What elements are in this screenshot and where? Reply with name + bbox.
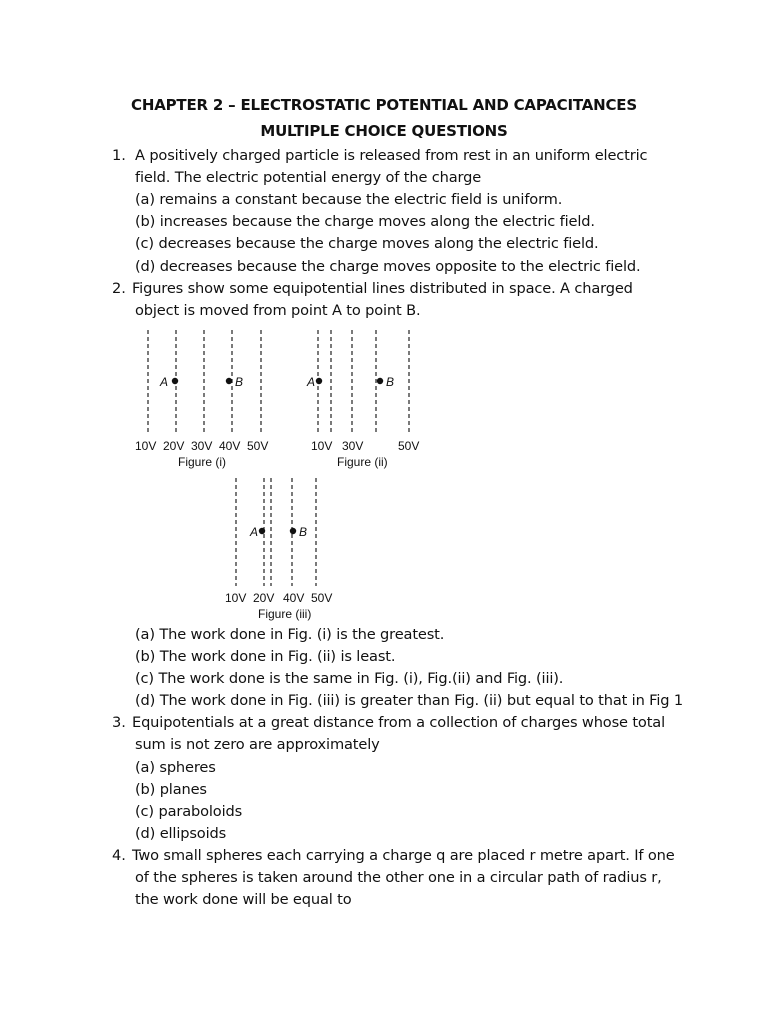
option: (c) paraboloids [135,803,243,820]
question-stem-line: of the spheres is taken around the other one in a circular path of radius r, [135,869,662,886]
chapter-title: CHAPTER 2 – ELECTROSTATIC POTENTIAL AND CAPACITANCES [131,96,637,114]
option: (d) The work done in Fig. (iii) is greater than Fig. (ii) but equal to that in Fig 1 [135,692,683,709]
question-stem-line: the work done will be equal to [135,891,352,908]
point-a-label: A [307,375,316,389]
point-b-dot [226,378,232,384]
point-b-label: B [299,525,308,539]
option: (d) ellipsoids [135,825,227,842]
question-number: 1. [112,147,126,164]
question-number: 2. [112,280,126,297]
voltage-label: 50V [398,439,420,453]
question-stem-line: sum is not zero are approximately [135,736,380,753]
point-b-dot [377,378,383,384]
figure-ii [306,330,419,469]
voltage-label: 30V [191,439,213,453]
voltage-label: 20V [253,591,275,605]
option: (b) planes [135,781,207,798]
figure-caption: Figure (iii) [258,607,312,621]
figure-caption: Figure (i) [178,455,227,469]
question-stem-line: Equipotentials at a great distance from a collection of charges whose total [132,714,665,731]
figure-i [135,330,268,469]
point-b-dot [290,528,296,534]
voltage-label: 10V [225,591,247,605]
question-number: 4. [112,847,126,864]
option: (a) spheres [135,759,216,776]
option: (a) remains a constant because the electric field is uniform. [135,191,563,208]
voltage-label: 50V [247,439,269,453]
voltage-label: 10V [135,439,157,453]
figure-caption: Figure (ii) [337,455,388,469]
voltage-label: 40V [283,591,305,605]
point-b-label: B [386,375,395,389]
option: (b) increases because the charge moves along the electric field. [135,213,595,230]
voltage-label: 40V [219,439,241,453]
figure-iii [225,478,332,621]
question-stem-line: object is moved from point A to point B. [135,302,421,319]
point-a-dot [259,528,265,534]
question-stem-line: Figures show some equipotential lines distributed in space. A charged [132,280,633,297]
point-b-label: B [235,375,244,389]
option: (c) The work done is the same in Fig. (i), Fig.(ii) and Fig. (iii). [135,670,564,687]
option: (d) decreases because the charge moves opposite to the electric field. [135,258,641,275]
voltage-label: 10V [311,439,333,453]
point-a-dot [172,378,178,384]
section-title: MULTIPLE CHOICE QUESTIONS [260,122,508,140]
option: (c) decreases because the charge moves along the electric field. [135,235,599,252]
question-number: 3. [112,714,126,731]
point-a-dot [316,378,322,384]
point-a-label: A [250,525,259,539]
question-stem-line: Two small spheres each carrying a charge q are placed r metre apart. If one [132,847,675,864]
point-a-label: A [160,375,169,389]
option: (a) The work done in Fig. (i) is the greatest. [135,626,445,643]
voltage-label: 20V [163,439,185,453]
question-stem-line: A positively charged particle is released from rest in an uniform electric [135,147,648,164]
voltage-label: 30V [342,439,364,453]
option: (b) The work done in Fig. (ii) is least. [135,648,396,665]
question-stem-line: field. The electric potential energy of the charge [135,169,482,186]
voltage-label: 50V [311,591,333,605]
